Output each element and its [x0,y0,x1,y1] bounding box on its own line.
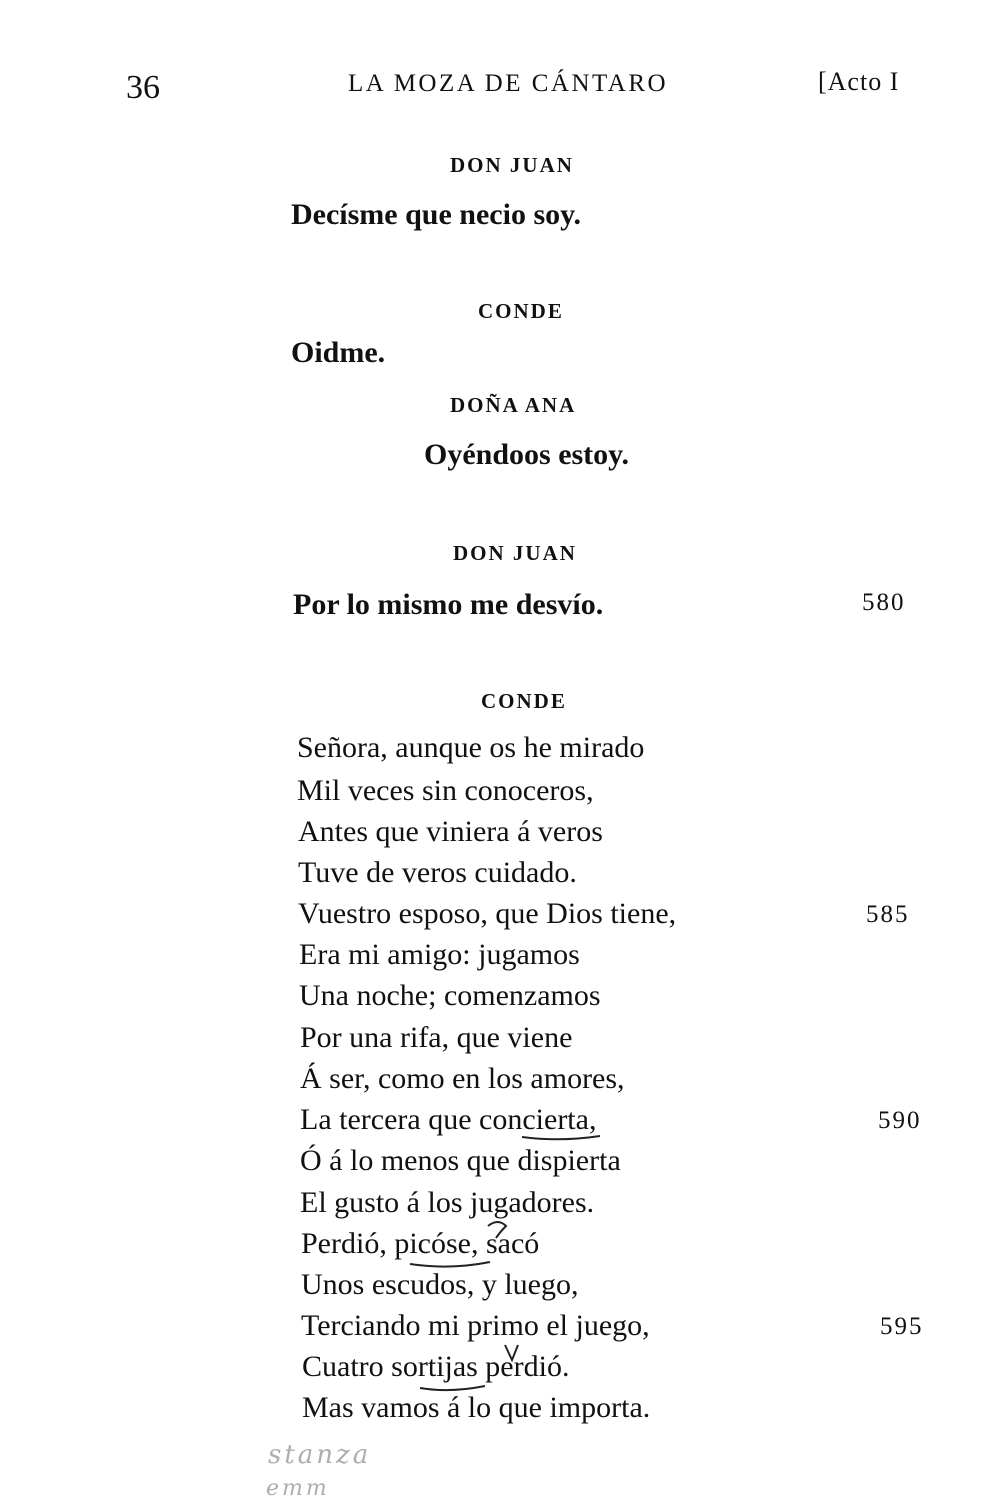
running-title: LA MOZA DE CÁNTARO [348,70,669,97]
speaker-name: CONDE [481,689,567,713]
line-number: 580 [862,589,906,616]
verse-line: Una noche; comenzamos [299,979,601,1012]
verse-line: Perdió, picóse, sacó [301,1227,540,1260]
page-number: 36 [126,69,160,106]
verse-line: Por lo mismo me desvío. [293,588,604,621]
line-number: 590 [878,1107,922,1134]
verse-line: Á ser, como en los amores, [300,1062,625,1095]
speaker-name: DON JUAN [453,541,577,565]
verse-line: La tercera que concierta, [300,1103,597,1136]
verse-line: El gusto á los jugadores. [300,1186,595,1219]
verse-line: Oidme. [291,336,386,369]
speaker-name: DOÑA ANA [450,393,577,417]
verse-line: Mas vamos á lo que importa. [302,1391,651,1424]
verse-line: Vuestro esposo, que Dios tiene, [298,897,677,930]
verse-line: Cuatro sortijas perdió. [302,1350,570,1383]
verse-line: Oyéndoos estoy. [424,438,630,471]
handwritten-note: stanza [268,1440,372,1470]
line-number: 585 [866,901,910,928]
speaker-name: CONDE [478,299,564,323]
verse-line: Terciando mi primo el juego, [301,1309,650,1342]
verse-line: Decísme que necio soy. [291,198,581,231]
act-label: [Acto I [818,67,900,96]
verse-line: Por una rifa, que viene [300,1021,573,1054]
verse-line: Antes que viniera á veros [298,815,603,848]
verse-line: Mil veces sin conoceros, [297,774,594,807]
verse-line: Señora, aunque os he mirado [297,731,645,764]
handwritten-note: emm [266,1476,330,1501]
verse-line: Unos escudos, y luego, [301,1268,579,1301]
verse-line: Tuve de veros cuidado. [298,856,577,889]
verse-line: Era mi amigo: jugamos [299,938,580,971]
verse-line: Ó á lo menos que dispierta [300,1144,621,1177]
speaker-name: DON JUAN [450,153,574,177]
line-number: 595 [880,1313,924,1340]
